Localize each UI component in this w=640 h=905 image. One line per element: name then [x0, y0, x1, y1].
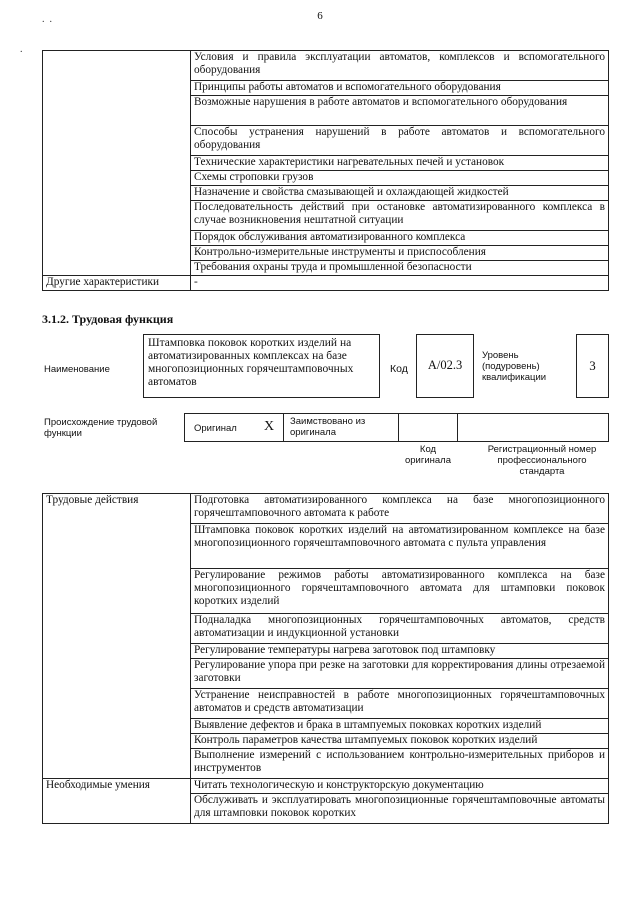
scan-speck: .: [20, 44, 23, 55]
section-title: 3.1.2. Трудовая функция: [42, 312, 174, 326]
top-table-row: Порядок обслуживания автоматизированного комплекса: [191, 231, 609, 246]
origin-divider: [398, 413, 399, 442]
labor-action-row: Выявление дефектов и брака в штампуемых поковках коротких изделий: [191, 719, 609, 734]
code-value: А/02.3: [427, 358, 463, 372]
top-table-row: Технические характеристики нагревательных печей и установок: [191, 156, 609, 171]
registration-number-caption: Регистрационный номер профессионального стандарта: [487, 444, 597, 477]
scan-speck: . .: [42, 14, 52, 25]
other-characteristics-label: Другие характеристики: [43, 276, 191, 291]
labor-action-row: Регулирование температуры нагрева заготовок под штамповку: [191, 644, 609, 659]
skill-row: Читать технологическую и конструкторскую документацию: [191, 779, 609, 794]
labor-action-row: Подготовка автоматизированного комплекса на базе многопозиционного горячештамповочного автомата к работе: [191, 494, 609, 524]
labor-action-row: Устранение неисправностей в работе многопозиционных горячештамповочных автоматов и средств автоматизации: [191, 689, 609, 719]
borrowed-label: Заимствовано из оригинала: [290, 416, 366, 438]
top-table-row: Принципы работы автоматов и вспомогательного оборудования: [191, 81, 609, 96]
name-label: Наименование: [44, 364, 110, 375]
top-table-row: Возможные нарушения в работе автоматов и вспомогательного оборудования: [191, 96, 609, 126]
top-table-row: Требования охраны труда и промышленной безопасности: [191, 261, 609, 276]
level-label: Уровень (подуровень) квалификации: [482, 350, 547, 383]
top-table-row: Последовательность действий при остановке автоматизированного комплекса в случае возникновения нештатной ситуации: [191, 201, 609, 231]
labor-action-row: Контроль параметров качества штампуемых поковок коротких изделий: [191, 734, 609, 749]
origin-divider: [283, 413, 284, 442]
labor-actions-label: Трудовые действия: [43, 494, 191, 779]
top-table-row: Контрольно-измерительные инструменты и приспособления: [191, 246, 609, 261]
top-table-label-cell: [43, 51, 191, 276]
top-table-row: Схемы строповки грузов: [191, 171, 609, 186]
labor-action-row: Регулирование режимов работы автоматизированного комплекса на базе многопозиционного горячештамповочного автомата для штамповки поковок коротких изделий: [191, 569, 609, 614]
skill-row: Обслуживать и эксплуатировать многопозиционные горячештамповочные автоматы для штамповки поковок коротких: [191, 794, 609, 824]
code-original-caption: Код оригинала: [404, 444, 451, 466]
origin-label: Происхождение трудовой функции: [44, 417, 158, 439]
labor-action-row: Регулирование упора при резке на заготовки для корректирования длины отрезаемой заготовки: [191, 659, 609, 689]
main-table: [42, 493, 609, 824]
top-table-row: Условия и правила эксплуатации автоматов, комплексов и вспомогательного оборудования: [191, 51, 609, 81]
top-table-row: Способы устранения нарушений в работе автоматов и вспомогательного оборудования: [191, 126, 609, 156]
required-skills-label: Необходимые умения: [43, 779, 191, 824]
origin-box: [184, 413, 609, 442]
top-table-row: Назначение и свойства смазывающей и охлаждающей жидкостей: [191, 186, 609, 201]
original-label: Оригинал: [194, 423, 237, 434]
name-value: Штамповка поковок коротких изделий на автоматизированных комплексах на базе многопозиционных горячештамповочных автоматов: [148, 337, 354, 388]
original-mark: X: [264, 419, 275, 434]
code-label: Код: [390, 363, 408, 375]
origin-divider: [457, 413, 458, 442]
other-characteristics-value: -: [191, 276, 609, 291]
labor-action-row: Выполнение измерений с использованием контрольно-измерительных приборов и инструментов: [191, 749, 609, 779]
top-table: [42, 50, 609, 291]
level-value: 3: [589, 358, 596, 373]
page-number: 6: [317, 10, 323, 22]
labor-action-row: Подналадка многопозиционных горячештамповочных автоматов, средств автоматизации и индукционной установки: [191, 614, 609, 644]
labor-action-row: Штамповка поковок коротких изделий на автоматизированном комплексе на базе многопозиционного горячештамповочного автомата с пульта управления: [191, 524, 609, 569]
